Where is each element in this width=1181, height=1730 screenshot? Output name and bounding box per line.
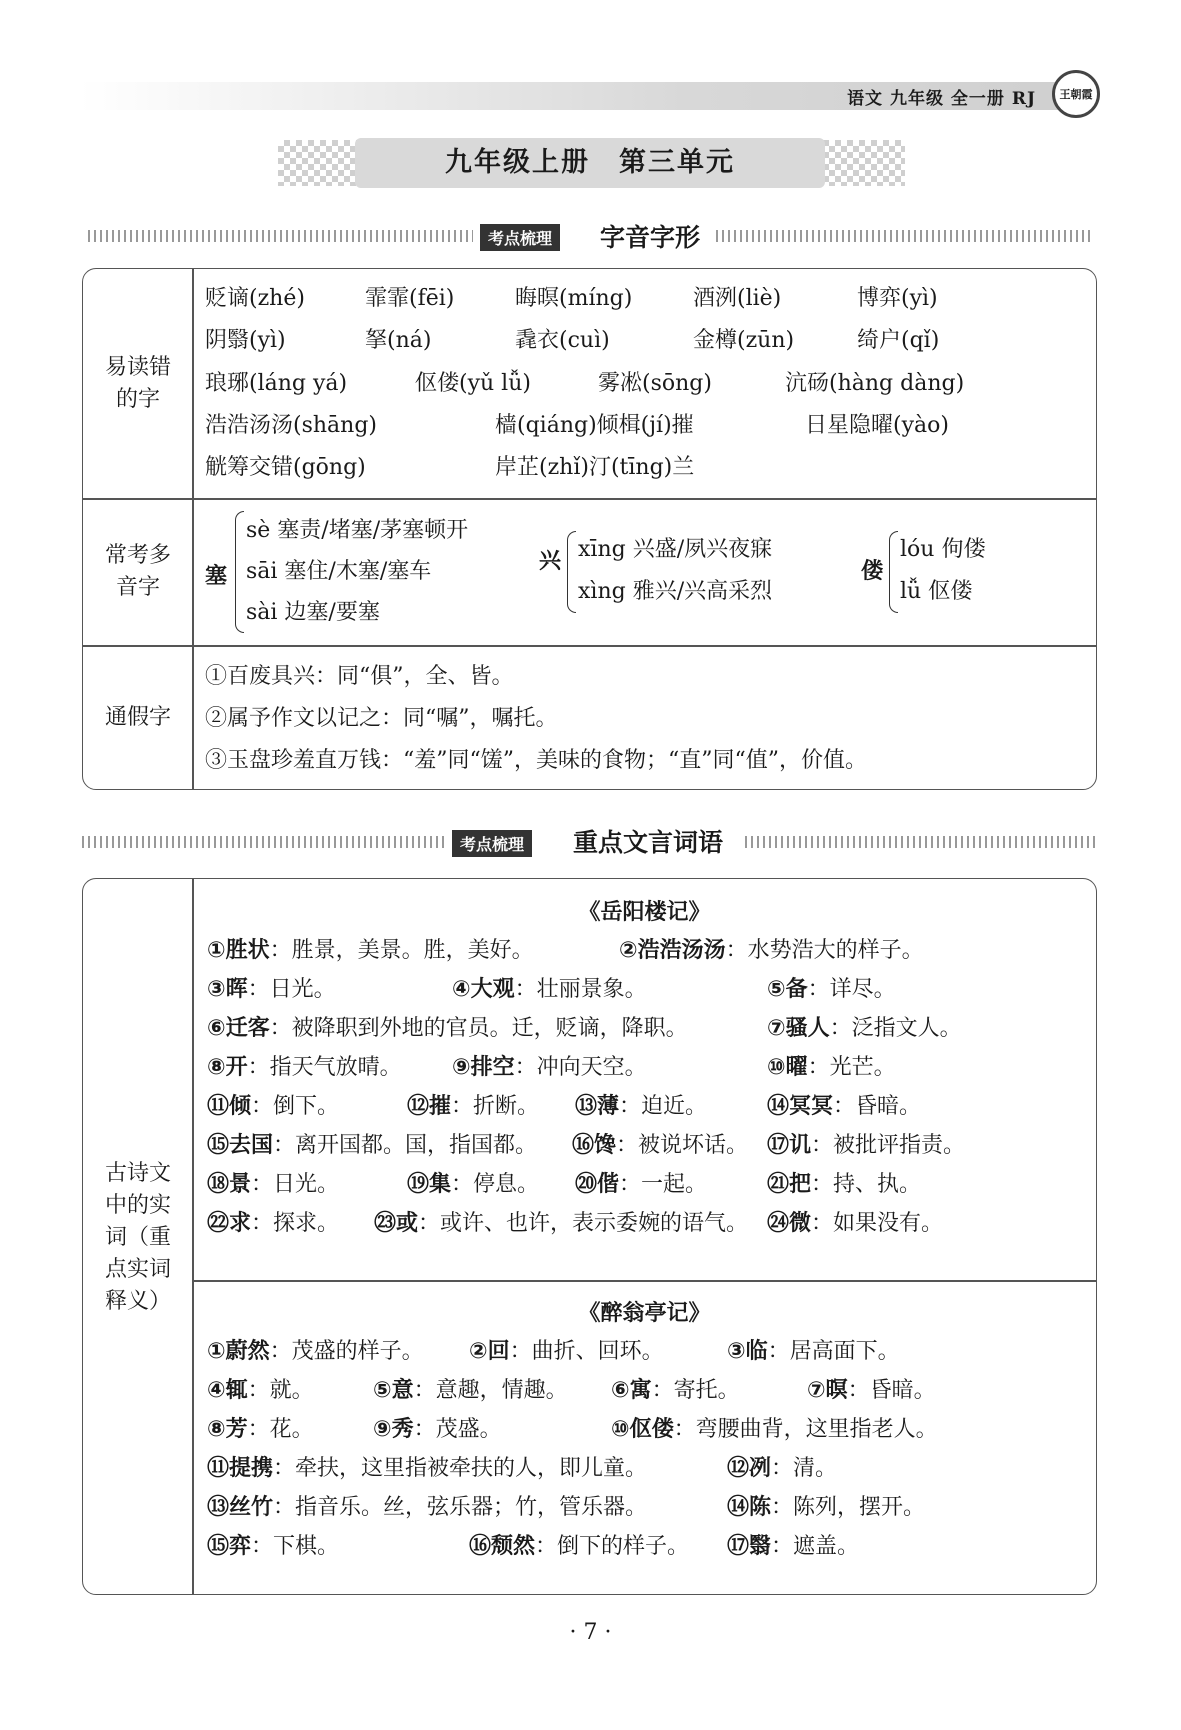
section1-title: 字音字形: [600, 223, 701, 252]
table-pronunciation: [82, 268, 1097, 790]
table-divider: [83, 645, 1096, 647]
section-rule-right: [716, 230, 1091, 242]
word-term: ⑪提携: [207, 1456, 274, 1481]
word-term: ⑱景: [207, 1172, 252, 1197]
word-definition: ：倒下。: [251, 1094, 340, 1119]
section-rule-left: [88, 230, 473, 242]
brand-logo: [1052, 70, 1100, 118]
word-term: ⑬丝竹: [207, 1495, 274, 1520]
word-term: ④辄: [207, 1378, 248, 1403]
word-term: ⑫摧: [407, 1094, 452, 1119]
word-definition: ：陈列，摆开。: [771, 1495, 926, 1520]
word-item: 伛偻(yǔ lǚ): [415, 371, 531, 396]
polyphone-reading: sāi 塞住/木塞/塞车: [246, 559, 432, 584]
word-entry: [575, 1167, 707, 1198]
page-number: · 7 ·: [569, 1620, 612, 1645]
word-entry: [207, 1206, 339, 1237]
word-entry: [452, 1050, 647, 1081]
word-entry: [767, 1089, 921, 1120]
polyphone-char: 偻: [861, 558, 884, 584]
word-definition: ：就。: [247, 1378, 314, 1403]
word-term: ⑥寓: [611, 1378, 652, 1403]
word-item: 博弈(yì): [857, 286, 938, 311]
word-item: 金樽(zūn): [693, 328, 795, 353]
word-item: 酒洌(liè): [693, 286, 782, 311]
word-entry: [767, 1167, 921, 1198]
word-definition: ：遮盖。: [771, 1534, 860, 1559]
word-definition: ：昏暗。: [833, 1094, 922, 1119]
word-item: 拏(ná): [365, 328, 432, 353]
word-definition: ：曲折、回环。: [509, 1339, 664, 1364]
word-entry: [207, 933, 534, 964]
word-definition: ：或许、也许，表示委婉的语气。: [418, 1211, 749, 1236]
row-label-misread: [83, 269, 193, 498]
word-entry: [767, 1128, 965, 1159]
table-divider: [83, 498, 1096, 500]
word-item: 晦暝(míng): [515, 286, 633, 311]
word-term: ①蔚然: [207, 1339, 270, 1364]
word-definition: ：如果没有。: [811, 1211, 944, 1236]
word-definition: ：胜景，美景。胜，美好。: [269, 938, 534, 963]
word-definition: ：指音乐。丝，弦乐器；竹，管乐器。: [273, 1495, 648, 1520]
word-term: ③晖: [207, 977, 248, 1002]
word-term: ⑦暝: [807, 1378, 848, 1403]
word-definition: ：持、执。: [811, 1172, 922, 1197]
word-entry: [207, 1451, 647, 1482]
word-entry: [373, 1412, 502, 1443]
word-definition: ：探求。: [251, 1211, 340, 1236]
word-definition: ：水势浩大的样子。: [725, 938, 924, 963]
word-entry: [727, 1334, 900, 1365]
word-item: 岸芷(zhǐ)汀(tīng)兰: [495, 455, 695, 480]
word-term: ⑦骚人: [767, 1016, 830, 1041]
polyphone-reading: lǚ 伛偻: [900, 579, 973, 604]
word-entry: [575, 1089, 707, 1120]
word-definition: ：停息。: [451, 1172, 540, 1197]
word-term: ②回: [469, 1339, 510, 1364]
word-definition: ：泛指文人。: [829, 1016, 962, 1041]
word-definition: ：昏暗。: [847, 1378, 936, 1403]
tongjia-item: ②属予作文以记之：同“嘱”，嘱托。: [205, 706, 558, 731]
word-term: ⑲集: [407, 1172, 452, 1197]
section2-tag: 考点梳理: [452, 830, 532, 857]
word-entry: [207, 1011, 688, 1042]
word-term: ㉔微: [767, 1211, 812, 1236]
word-definition: ：迫近。: [619, 1094, 708, 1119]
word-entry: [407, 1089, 539, 1120]
word-term: ④大观: [452, 977, 515, 1002]
word-definition: ：意趣，情趣。: [413, 1378, 568, 1403]
word-term: ⑮弈: [207, 1534, 252, 1559]
word-definition: ：被说坏话。: [616, 1133, 749, 1158]
text-title-zuiwengting: 《醉翁亭记》: [578, 1300, 711, 1326]
word-entry: [767, 972, 896, 1003]
word-term: ③临: [727, 1339, 768, 1364]
polyphone-reading: sài 边塞/要塞: [246, 600, 380, 625]
word-term: ⑤意: [373, 1378, 414, 1403]
word-term: ⑮去国: [207, 1133, 274, 1158]
word-definition: ：茂盛。: [413, 1417, 502, 1442]
section-rule-right: [745, 836, 1097, 848]
word-entry: [373, 1373, 568, 1404]
section2-title: 重点文言词语: [573, 828, 724, 857]
word-entry: [407, 1167, 539, 1198]
text-title-yueyanglou: 《岳阳楼记》: [578, 899, 711, 925]
word-item: 浩浩汤汤(shāng): [205, 413, 377, 438]
word-term: ②浩浩汤汤: [619, 938, 726, 963]
row-label-text: 常考多音字: [104, 542, 171, 600]
word-term: ⑨秀: [373, 1417, 414, 1442]
word-term: ⑬薄: [575, 1094, 620, 1119]
word-term: ⑭陈: [727, 1495, 772, 1520]
word-item: 樯(qiáng)倾楫(jí)摧: [495, 413, 694, 438]
word-entry: [207, 1490, 647, 1521]
table-divider: [193, 1280, 1096, 1282]
section1-tag: 考点梳理: [480, 224, 560, 251]
polyphone-char: 塞: [205, 563, 228, 589]
polyphone-reading: sè 塞责/堵塞/茅塞顿开: [246, 518, 469, 543]
word-definition: ：日光。: [251, 1172, 340, 1197]
word-definition: ：离开国都。国，指国都。: [273, 1133, 538, 1158]
word-term: ⑥迁客: [207, 1016, 270, 1041]
word-definition: ：花。: [247, 1417, 314, 1442]
word-entry: [767, 1206, 943, 1237]
polyphone-reading: xìng 雅兴/兴高采烈: [578, 579, 773, 604]
word-term: ⑪倾: [207, 1094, 252, 1119]
word-definition: ：茂盛的样子。: [269, 1339, 424, 1364]
word-definition: ：折断。: [451, 1094, 540, 1119]
word-item: 霏霏(fēi): [365, 286, 455, 311]
word-definition: ：壮丽景象。: [514, 977, 647, 1002]
word-item: 沆砀(hàng dàng): [785, 371, 965, 396]
unit-title: 九年级上册 第三单元: [355, 138, 825, 188]
word-item: 觥筹交错(gōng): [205, 455, 366, 480]
word-definition: ：居高面下。: [767, 1339, 900, 1364]
word-entry: [207, 972, 336, 1003]
word-definition: ：指天气放晴。: [247, 1055, 402, 1080]
row-label-text: 易读错的字: [104, 354, 171, 412]
brace-icon: [567, 531, 576, 613]
word-definition: ：详尽。: [807, 977, 896, 1002]
word-item: 阴翳(yì): [205, 328, 286, 353]
brand-logo-text: 王朝霞: [1059, 88, 1093, 101]
word-entry: [207, 1412, 314, 1443]
word-term: ⑧开: [207, 1055, 248, 1080]
word-item: 日星隐曜(yào): [805, 413, 949, 438]
word-definition: ：倒下的样子。: [535, 1534, 690, 1559]
header-text: 语文 九年级 全一册 RJ: [847, 89, 1036, 109]
word-item: 毳衣(cuì): [515, 328, 610, 353]
word-definition: ：下棋。: [251, 1534, 340, 1559]
word-definition: ：被批评指责。: [811, 1133, 966, 1158]
word-definition: ：被降职到外地的官员。迁，贬谪，降职。: [269, 1016, 688, 1041]
word-definition: ：弯腰曲背，这里指老人。: [673, 1417, 938, 1442]
word-definition: ：一起。: [619, 1172, 708, 1197]
table-classical-words: [82, 878, 1097, 1595]
word-term: ①胜状: [207, 938, 270, 963]
word-term: ㉒求: [207, 1211, 252, 1236]
word-entry: [611, 1412, 938, 1443]
word-entry: [727, 1529, 859, 1560]
word-term: ⑯颓然: [469, 1534, 536, 1559]
word-entry: [611, 1373, 740, 1404]
word-entry: [207, 1334, 424, 1365]
word-term: ⑩伛偻: [611, 1417, 674, 1442]
word-entry: [207, 1089, 339, 1120]
row-label-polyphone: [83, 498, 193, 645]
brace-icon: [889, 531, 898, 613]
word-term: ⑤备: [767, 977, 808, 1002]
polyphone-reading: lóu 佝偻: [900, 537, 986, 562]
word-term: ⑩曜: [767, 1055, 808, 1080]
word-entry: [452, 972, 647, 1003]
word-entry: [207, 1050, 402, 1081]
word-term: ㉓或: [374, 1211, 419, 1236]
word-entry: [767, 1011, 962, 1042]
word-term: ⑰翳: [727, 1534, 772, 1559]
word-term: ㉑把: [767, 1172, 812, 1197]
row-label-text: 古诗文中的实词（重点实词释义）: [104, 1160, 171, 1314]
brace-icon: [235, 511, 244, 633]
word-entry: [207, 1128, 537, 1159]
word-definition: ：光芒。: [807, 1055, 896, 1080]
word-term: ⑫冽: [727, 1456, 772, 1481]
word-entry: [374, 1206, 748, 1237]
tongjia-item: ③玉盘珍羞直万钱：“羞”同“馐”，美味的食物；“直”同“值”，价值。: [205, 748, 867, 773]
word-term: ⑯馋: [572, 1133, 617, 1158]
word-entry: [572, 1128, 748, 1159]
word-entry: [469, 1529, 689, 1560]
row-label-classical: [83, 879, 193, 1595]
section-rule-left: [82, 836, 444, 848]
word-entry: [207, 1529, 339, 1560]
word-definition: ：冲向天空。: [514, 1055, 647, 1080]
word-term: ⑳偕: [575, 1172, 620, 1197]
word-definition: ：牵扶，这里指被牵扶的人，即儿童。: [273, 1456, 648, 1481]
word-entry: [469, 1334, 664, 1365]
word-entry: [619, 933, 924, 964]
row-label-text: 通假字: [104, 705, 171, 730]
word-entry: [727, 1451, 837, 1482]
word-item: 绮户(qǐ): [857, 328, 940, 353]
row-label-tongjia: [83, 645, 193, 790]
word-item: 雾凇(sōng): [598, 371, 712, 396]
word-item: 贬谪(zhé): [205, 286, 305, 311]
word-definition: ：寄托。: [651, 1378, 740, 1403]
tongjia-item: ①百废具兴：同“俱”，全、皆。: [205, 664, 514, 689]
polyphone-reading: xīng 兴盛/夙兴夜寐: [578, 537, 773, 562]
word-definition: ：日光。: [247, 977, 336, 1002]
word-entry: [207, 1167, 339, 1198]
word-term: ⑨排空: [452, 1055, 515, 1080]
word-entry: [207, 1373, 314, 1404]
word-item: 琅琊(láng yá): [205, 371, 348, 396]
word-entry: [767, 1050, 896, 1081]
polyphone-char: 兴: [539, 548, 562, 574]
word-term: ⑭冥冥: [767, 1094, 834, 1119]
word-definition: ：清。: [771, 1456, 838, 1481]
word-term: ⑰讥: [767, 1133, 812, 1158]
word-entry: [807, 1373, 936, 1404]
word-term: ⑧芳: [207, 1417, 248, 1442]
word-entry: [727, 1490, 925, 1521]
